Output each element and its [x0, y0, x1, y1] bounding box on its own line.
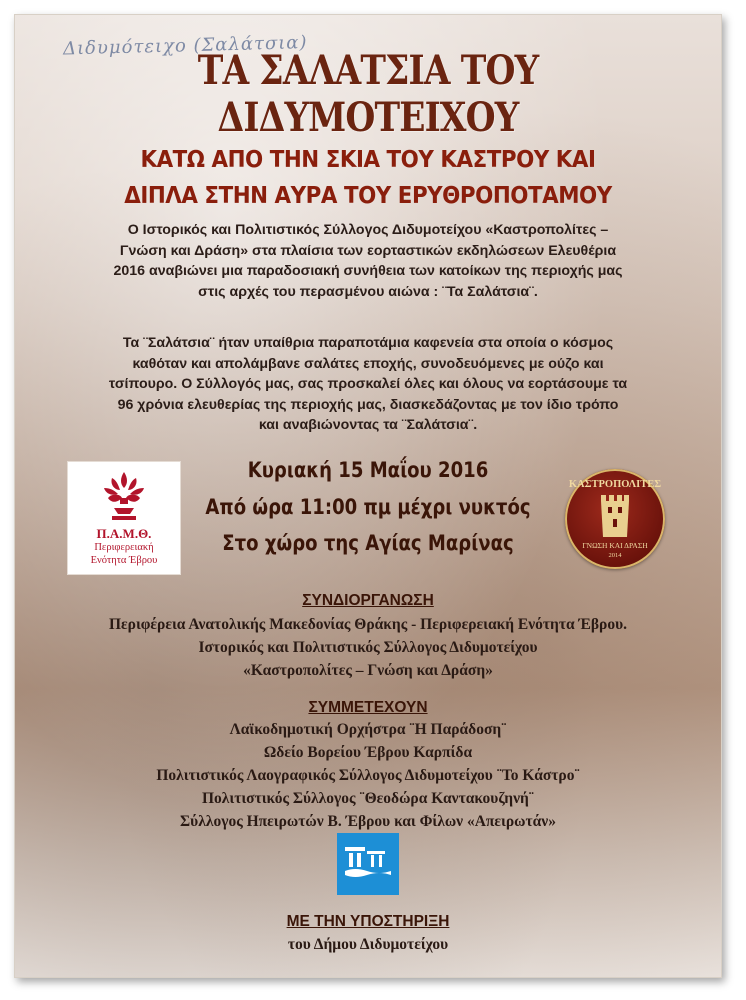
participant-line: Πολιτιστικός Λαογραφικός Σύλλογος Διδυμοτείχου ¨Το Κάστρο¨	[156, 767, 580, 784]
badge-year: 2014	[608, 552, 622, 559]
pamth-line-2: Ενότητα Έβρου	[90, 555, 158, 566]
kastropolites-badge	[565, 469, 665, 569]
participant-line: Σύλλογος Ηπειρωτών Β. Έβρου και Φίλων «Απειρωτάν»	[180, 813, 556, 830]
badge-name: ΚΑΣΤΡΟΠΟΛΙΤΕΣ	[568, 479, 662, 490]
participant-line: Πολιτιστικός Σύλλογος ¨Θεοδώρα Καντακουζηνή¨	[202, 790, 534, 807]
poster-title: ΤΑ ΣΑΛΑΤΣΙΑ ΤΟΥ ΔΙΔΥΜΟΤΕΙΧΟΥ	[197, 47, 539, 141]
coorganization-heading: ΣΥΝΔΙΟΡΓΑΝΩΣΗ	[302, 592, 434, 609]
participant-line: Λαϊκοδημοτική Ορχήστρα ¨Η Παράδοση¨	[229, 721, 507, 738]
castle-wave-icon	[343, 845, 393, 883]
participant-line: Ωδείο Βορείου Έβρου Καρπίδα	[263, 744, 473, 761]
about-line: καθόταν και απολάμβανε σαλάτες εποχής, συνοδευόμενες με ούζο και	[132, 355, 604, 372]
badge-motto: ΓΝΩΣΗ ΚΑΙ ΔΡΑΣΗ	[582, 541, 648, 550]
intro-line: Ο Ιστορικός και Πολιτιστικός Σύλλογος Διδυμοτείχου «Καστροπολίτες –	[127, 222, 609, 238]
intro-line: Γνώση και Δράση» στα πλαίσια των εορταστικών εκδηλώσεων Ελευθέρια	[119, 242, 617, 259]
about-line: τσίπουρο. Ο Σύλλογός μας, σας προσκαλεί όλες και όλους να εορτάσουμε τα	[108, 376, 628, 392]
coorganizer-line: Ιστορικός και Πολιτιστικός Σύλλογος Διδυμοτείχου	[198, 639, 538, 656]
subtitle-line-1: ΚΑΤΩ ΑΠΟ ΤΗΝ ΣΚΙΑ ΤΟΥ ΚΑΣΤΡΟΥ ΚΑΙ	[140, 147, 596, 173]
intro-paragraph	[63, 220, 673, 302]
about-line: 96 χρόνια ελευθερίας της περιοχής μας, διασκεδάζοντας με τον ίδιο τρόπο	[117, 396, 619, 413]
intro-line: στις αρχές του περασμένου αιώνα : ¨Τα Σαλάτσια¨.	[198, 283, 538, 300]
handwritten-note: Διδυμότειχο (Σαλάτσια)	[62, 32, 308, 60]
tower-icon	[599, 493, 631, 537]
ornament-icon	[98, 468, 150, 524]
about-line: Τα ¨Σαλάτσια¨ ήταν υπαίθρια παραποτάμια καφενεία στα οποία ο κόσμος	[122, 335, 614, 351]
event-time: Από ώρα 11:00 πμ μέχρι νυκτός	[205, 495, 531, 519]
event-poster	[14, 14, 722, 978]
intro-line: 2016 αναβιώνει μια παραδοσιακή συνήθεια των κατοίκων της περιοχής μας	[113, 263, 623, 279]
pamth-logo	[67, 461, 181, 575]
support-line: του Δήμου Διδυμοτείχου	[287, 936, 449, 953]
participants-heading: ΣΥΜΜΕΤΕΧΟΥΝ	[308, 699, 428, 716]
pamth-line-1: Περιφερειακή	[94, 542, 154, 553]
subtitle-line-2: ΔΙΠΛΑ ΣΤΗΝ ΑΥΡΑ ΤΟΥ ΕΡΥΘΡΟΠΟΤΑΜΟΥ	[124, 183, 612, 209]
coorganizer-line: «Καστροπολίτες – Γνώση και Δράση»	[243, 662, 493, 679]
support-heading: ΜΕ ΤΗΝ ΥΠΟΣΤΗΡΙΞΗ	[286, 913, 450, 930]
pamth-name: Π.Α.Μ.Θ.	[96, 526, 152, 541]
about-paragraph	[63, 333, 673, 436]
event-date: Κυριακή 15 Μαΐου 2016	[247, 458, 489, 482]
about-line: και αναβιώνοντας τα ¨Σαλάτσια¨.	[258, 417, 478, 433]
coorganizer-line: Περιφέρεια Ανατολικής Μακεδονίας Θράκης - Περιφερειακή Ενότητα Έβρου.	[108, 616, 628, 633]
event-place: Στο χώρο της Αγίας Μαρίνας	[222, 531, 514, 555]
municipality-logo	[337, 833, 399, 895]
